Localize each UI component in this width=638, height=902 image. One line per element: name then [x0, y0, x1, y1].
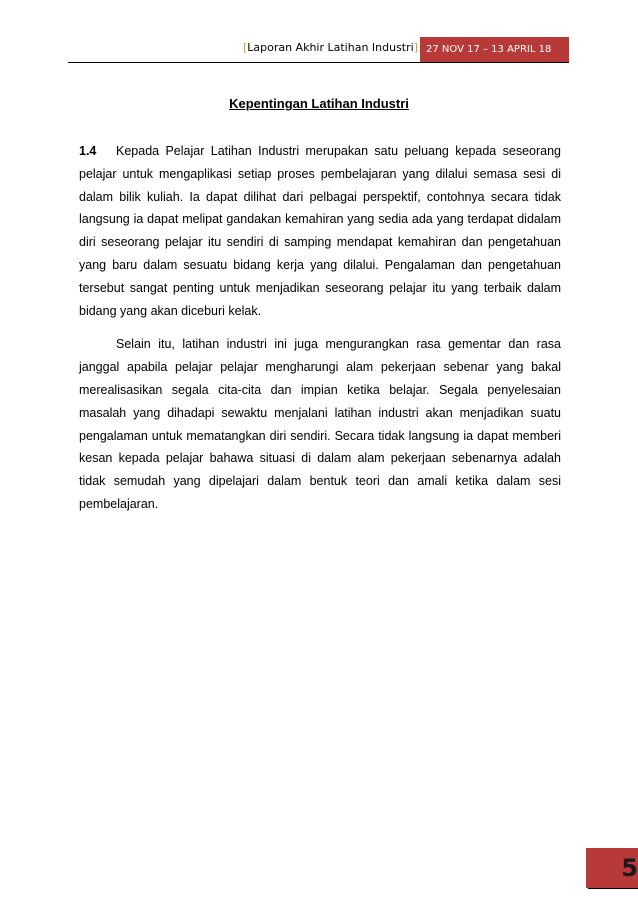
page-number: 5 [621, 854, 638, 882]
section-heading: Kepentingan Latihan Industri [229, 96, 409, 111]
paragraph-2: Selain itu, latihan industri ini juga mengurangkan rasa gementar dan rasa janggal apabila pelajar pelajar mengharungi alam pekerjaan sebenar yang bakal merealisasikan segala cita-cita dan impian ketika belajar. Segala penyelesaian masalah yang dihadapi sewaktu menjalani latihan industri akan menjadikan suatu pengalaman untuk mematangkan diri sendiri. Secara tidak langsung ia dapat memberi kesan kepada pelajar bahawa situasi di dalam alam pekerjaan sebenarnya adalah tidak semudah yang dipelajari dalam bentuk teori dan amali ketika dalam sesi pembelajaran. [79, 337, 561, 511]
header-date-range: 27 NOV 17 – 13 APRIL 18 [420, 37, 569, 63]
document-body [79, 140, 561, 527]
footer-divider [588, 888, 638, 889]
header-title [243, 41, 418, 54]
page-number-badge [586, 848, 638, 888]
paragraph-1 [79, 140, 561, 322]
header-bracket-open: [ [242, 41, 248, 54]
header-bracket-close: ] [413, 41, 418, 54]
page-header [0, 37, 638, 63]
header-divider [68, 62, 569, 63]
paragraph-number: 1.4 [79, 144, 97, 158]
header-title-text: Laporan Akhir Latihan Industri [247, 41, 414, 54]
paragraph-text: Kepada Pelajar Latihan Industri merupakan satu peluang kepada seseorang pelajar untuk mengaplikasi setiap proses pembelajaran yang dilalui semasa sesi di dalam bilik kuliah. Ia dapat dilihat dari pelbagai perspektif, contohnya secara tidak langsung ia dapat melipat gandakan kemahiran yang sedia ada yang terdapat didalam diri seseorang pelajar itu sendiri di samping mendapat kemahiran dan pengetahuan yang baru dalam sesuatu bidang kerja yang dilalui. Pengalaman dan pengetahuan tersebut sangat penting untuk menjadikan seseorang pelajar itu yang terbaik dalam bidang yang akan diceburi kelak. [79, 144, 561, 318]
